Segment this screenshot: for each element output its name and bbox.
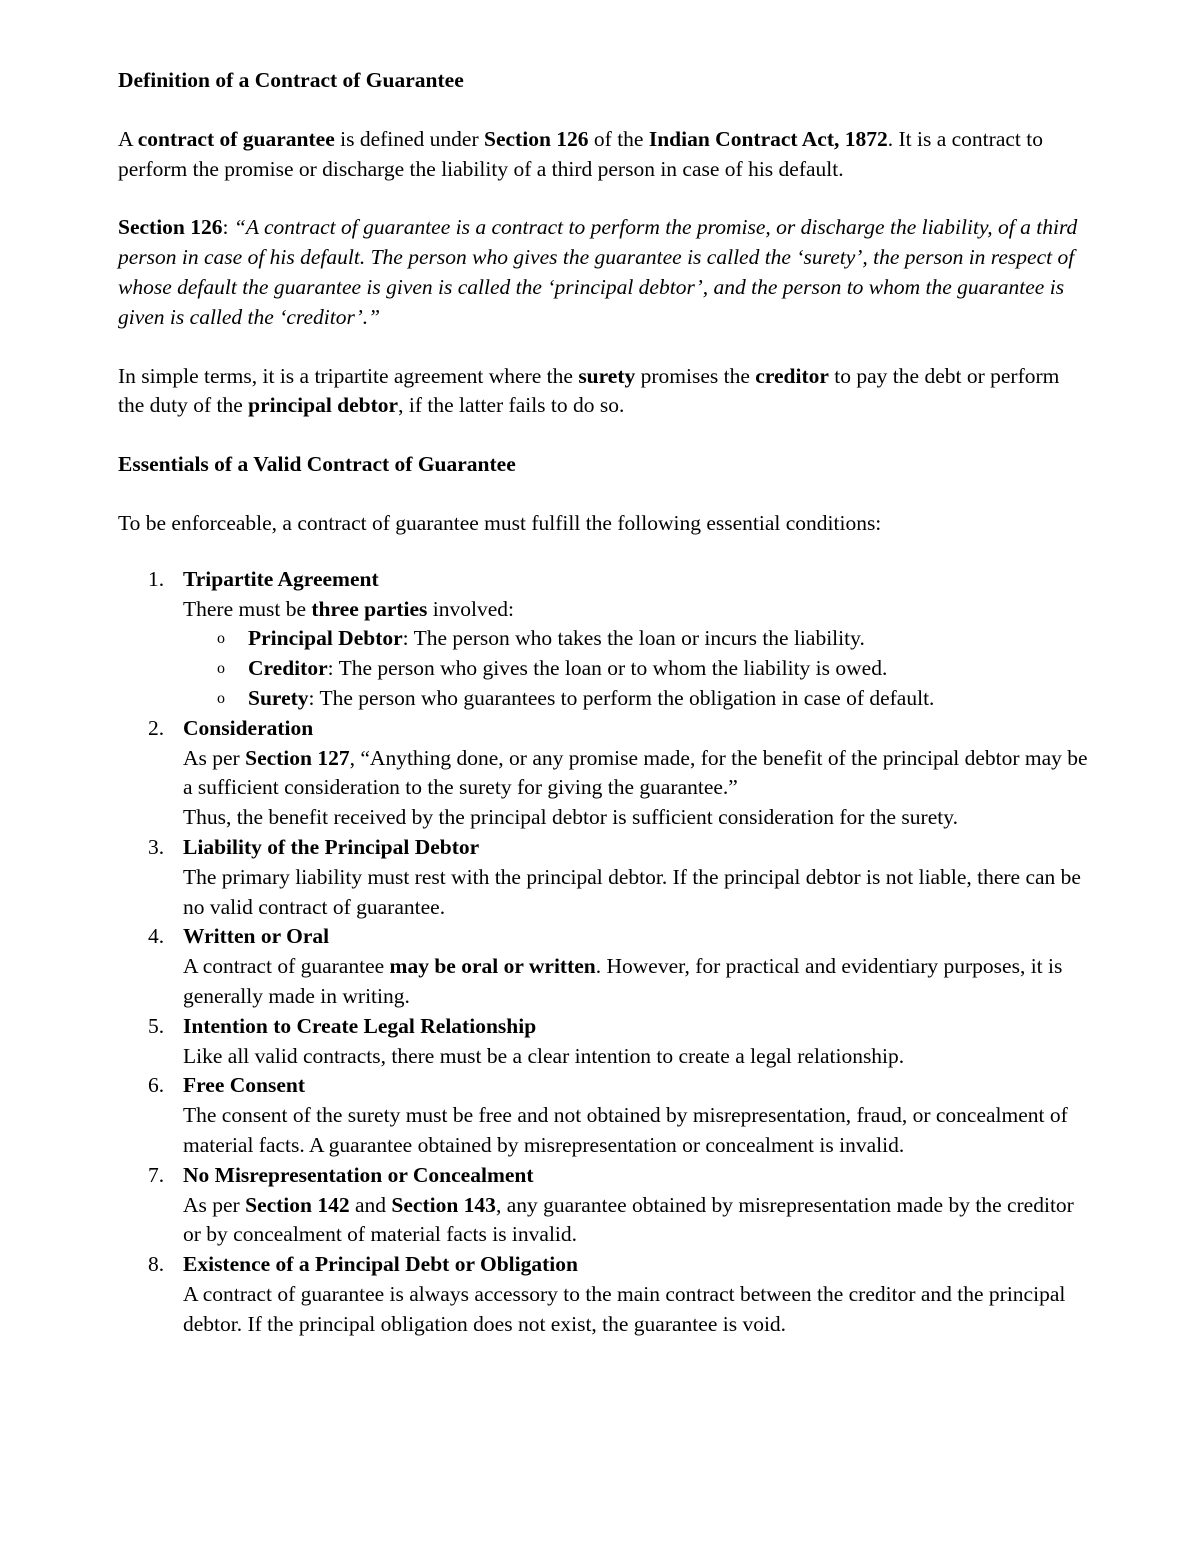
item-text: There must be three parties involved: <box>183 596 514 621</box>
item-number: 8. <box>148 1252 165 1277</box>
item-number: 7. <box>148 1162 165 1187</box>
bullet-o-icon: o <box>217 660 225 678</box>
term-contract-of-guarantee: contract of guarantee <box>137 126 335 151</box>
item-text: Like all valid contracts, there must be a clear intention to create a legal relationship. <box>183 1043 905 1068</box>
party-item: o Surety: The person who guarantees to perform the obligation in case of default. <box>183 684 1088 714</box>
essentials-intro: To be enforceable, a contract of guarantee must fulfill the following essential conditions: <box>118 510 882 535</box>
item-title: Existence of a Principal Debt or Obligation <box>183 1252 578 1277</box>
section-126-paragraph: Section 126: “A contract of guarantee is a contract to perform the promise, or discharge the liability, of a third person in case of his default. The person who gives the guarantee is called the ‘surety’, the person in respect of whose default the guarantee is given is called the ‘principal debtor’, and the person to whom the guarantee is given is called the ‘creditor’.” <box>118 215 1078 329</box>
document-page <box>118 66 1088 1339</box>
intro-paragraph: A contract of guarantee is defined under Section 126 of the Indian Contract Act, 1872. It is a contract to perform the promise or discharge the liability of a third person in case of his default. <box>118 126 1043 181</box>
parties-list <box>183 624 1088 713</box>
party-item: o Principal Debtor: The person who takes the loan or incurs the liability. <box>183 624 1088 654</box>
list-item <box>118 922 1088 1011</box>
item-number: 5. <box>148 1013 165 1038</box>
definition-heading: Definition of a Contract of Guarantee <box>118 68 464 92</box>
item-text: A contract of guarantee may be oral or written. However, for practical and evidentiary purposes, it is generally made in writing. <box>183 954 1063 1008</box>
item-title: No Misrepresentation or Concealment <box>183 1162 534 1187</box>
section-126-label: Section 126 <box>118 215 223 240</box>
term-section-126: Section 126 <box>484 126 589 151</box>
item-text: As per Section 142 and Section 143, any guarantee obtained by misrepresentation made by the creditor or by concealment of material facts is invalid. <box>183 1192 1074 1247</box>
list-item <box>118 565 1088 714</box>
item-text: A contract of guarantee is always accessory to the main contract between the creditor and the principal debtor. If the principal obligation does not exist, the guarantee is void. <box>183 1281 1066 1336</box>
item-number: 3. <box>148 834 165 859</box>
list-item <box>118 1161 1088 1250</box>
item-title: Tripartite Agreement <box>183 566 379 591</box>
item-text: The primary liability must rest with the principal debtor. If the principal debtor is not liable, there can be no valid contract of guarantee. <box>183 864 1081 919</box>
term-creditor: creditor <box>755 363 829 388</box>
list-item <box>118 1012 1088 1072</box>
list-item <box>118 714 1088 833</box>
item-text: As per Section 127, “Anything done, or any promise made, for the benefit of the principal debtor may be a sufficient consideration to the surety for giving the guarantee.” <box>183 745 1088 800</box>
item-text: Thus, the benefit received by the principal debtor is sufficient consideration for the surety. <box>183 805 958 830</box>
term-principal-debtor: principal debtor <box>248 393 399 418</box>
simple-terms-paragraph: In simple terms, it is a tripartite agreement where the surety promises the creditor to pay the debt or perform the duty of the principal debtor, if the latter fails to do so. <box>118 363 1060 418</box>
party-item: o Creditor: The person who gives the loan or to whom the liability is owed. <box>183 654 1088 684</box>
item-title: Intention to Create Legal Relationship <box>183 1013 537 1038</box>
item-title: Liability of the Principal Debtor <box>183 834 480 859</box>
bullet-o-icon: o <box>217 630 225 648</box>
list-item <box>118 1071 1088 1160</box>
item-number: 1. <box>148 566 165 591</box>
list-item <box>118 1250 1088 1339</box>
term-indian-contract-act: Indian Contract Act, 1872 <box>648 126 888 151</box>
bullet-o-icon: o <box>217 689 225 707</box>
list-item <box>118 833 1088 922</box>
term-surety: surety <box>578 363 636 388</box>
essentials-list <box>118 565 1088 1340</box>
essentials-heading: Essentials of a Valid Contract of Guarantee <box>118 452 516 477</box>
item-title: Written or Oral <box>183 924 330 949</box>
section-126-quote: “A contract of guarantee is a contract to perform the promise, or discharge the liability, of a third person in case of his default. The person who gives the guarantee is called the ‘surety’, the person in respect of whose default the guarantee is given is called the ‘principal debtor’, and the person to whom the guarantee is given is called the ‘creditor’.” <box>118 215 1078 329</box>
item-title: Consideration <box>183 715 314 740</box>
item-number: 2. <box>148 715 165 740</box>
item-number: 6. <box>148 1073 165 1098</box>
item-title: Free Consent <box>183 1073 306 1098</box>
item-number: 4. <box>148 924 165 949</box>
item-text: The consent of the surety must be free and not obtained by misrepresentation, fraud, or concealment of material facts. A guarantee obtained by misrepresentation or concealment is invalid. <box>183 1103 1068 1157</box>
